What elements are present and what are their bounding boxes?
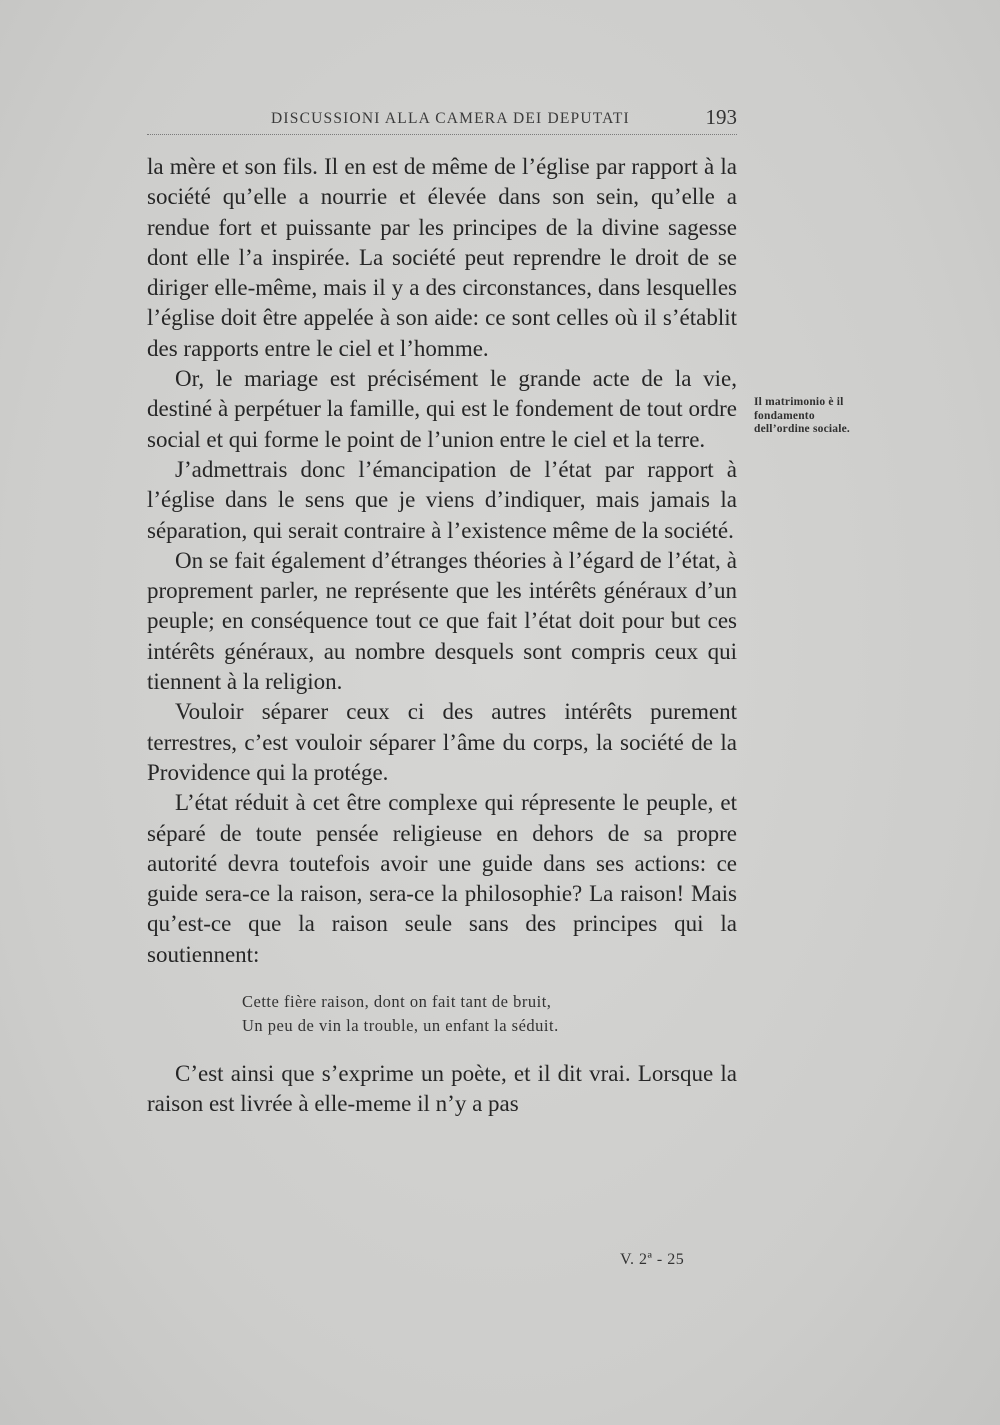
paragraph: Or, le mariage est précisément le grande acte de la vie, destiné à perpétuer la famille, qui est le fondement de tout ordre social et qui forme le point de l’union entre le ciel et la terre. [147, 366, 737, 452]
body-text [147, 152, 737, 1120]
verse-line: Cette fière raison, dont on fait tant de bruit, [242, 992, 552, 1012]
running-header [147, 105, 737, 135]
verse-line: Un peu de vin la trouble, un enfant la séduit. [242, 1016, 559, 1036]
paragraph: Vouloir séparer ceux ci des autres intérêts purement terrestres, c’est vouloir séparer l’âme du corps, la société de la Providence qui la protége. [147, 699, 737, 785]
paragraph: J’admettrais donc l’émancipation de l’état par rapport à l’église dans le sens que je viens d’indiquer, mais jamais la séparation, qui serait contraire à l’existence même de la société. [147, 456, 737, 543]
running-title: DISCUSSIONI ALLA CAMERA DEI DEPUTATI [271, 110, 630, 127]
printer-signature: V. 2ª - 25 [620, 1251, 685, 1268]
paragraph: L’état réduit à cet être complexe qui répresente le peuple, et séparé de toute pensée religieuse en dehors de sa propre autorité devra toutefois avoir une guide dans ses actions: ce guide sera-ce la raison, sera-ce la philosophie? La raison! Mais qu’est-ce que la raison seule sans des principes qui la soutiennent: [147, 790, 737, 967]
page-number: 193 [705, 105, 737, 129]
paragraph: On se fait également d’étranges théories à l’égard de l’état, à proprement parler, ne représente que les intérêts généraux d’un peuple; en conséquence tout ce que fait l’état doit pour but ces intérêts généraux, au nombre desquels sont compris ceux qui tiennent à la religion. [147, 547, 737, 695]
paragraph: la mère et son fils. Il en est de même de l’église par rapport à la société qu’elle a nourrie et élevée dans son sein, qu’elle a rendue fort et puissante par les principes de la divine sagesse dont elle l’a inspirée. La société peut reprendre le droit de se diriger elle-même, mais il y a des circonstances, dans lesquelles l’église doit être appelée à son aide: ce sont celles où il s’établit des rapports entre le ciel et l’homme. [147, 154, 737, 361]
paragraph: C’est ainsi que s’exprime un poète, et il dit vrai. Lorsque la raison est livrée à elle-meme il n’y a pas [147, 1061, 737, 1117]
margin-note: Il matrimonio è il fondamento dell’ordine sociale. [754, 396, 850, 435]
verse-quote [242, 990, 737, 1038]
